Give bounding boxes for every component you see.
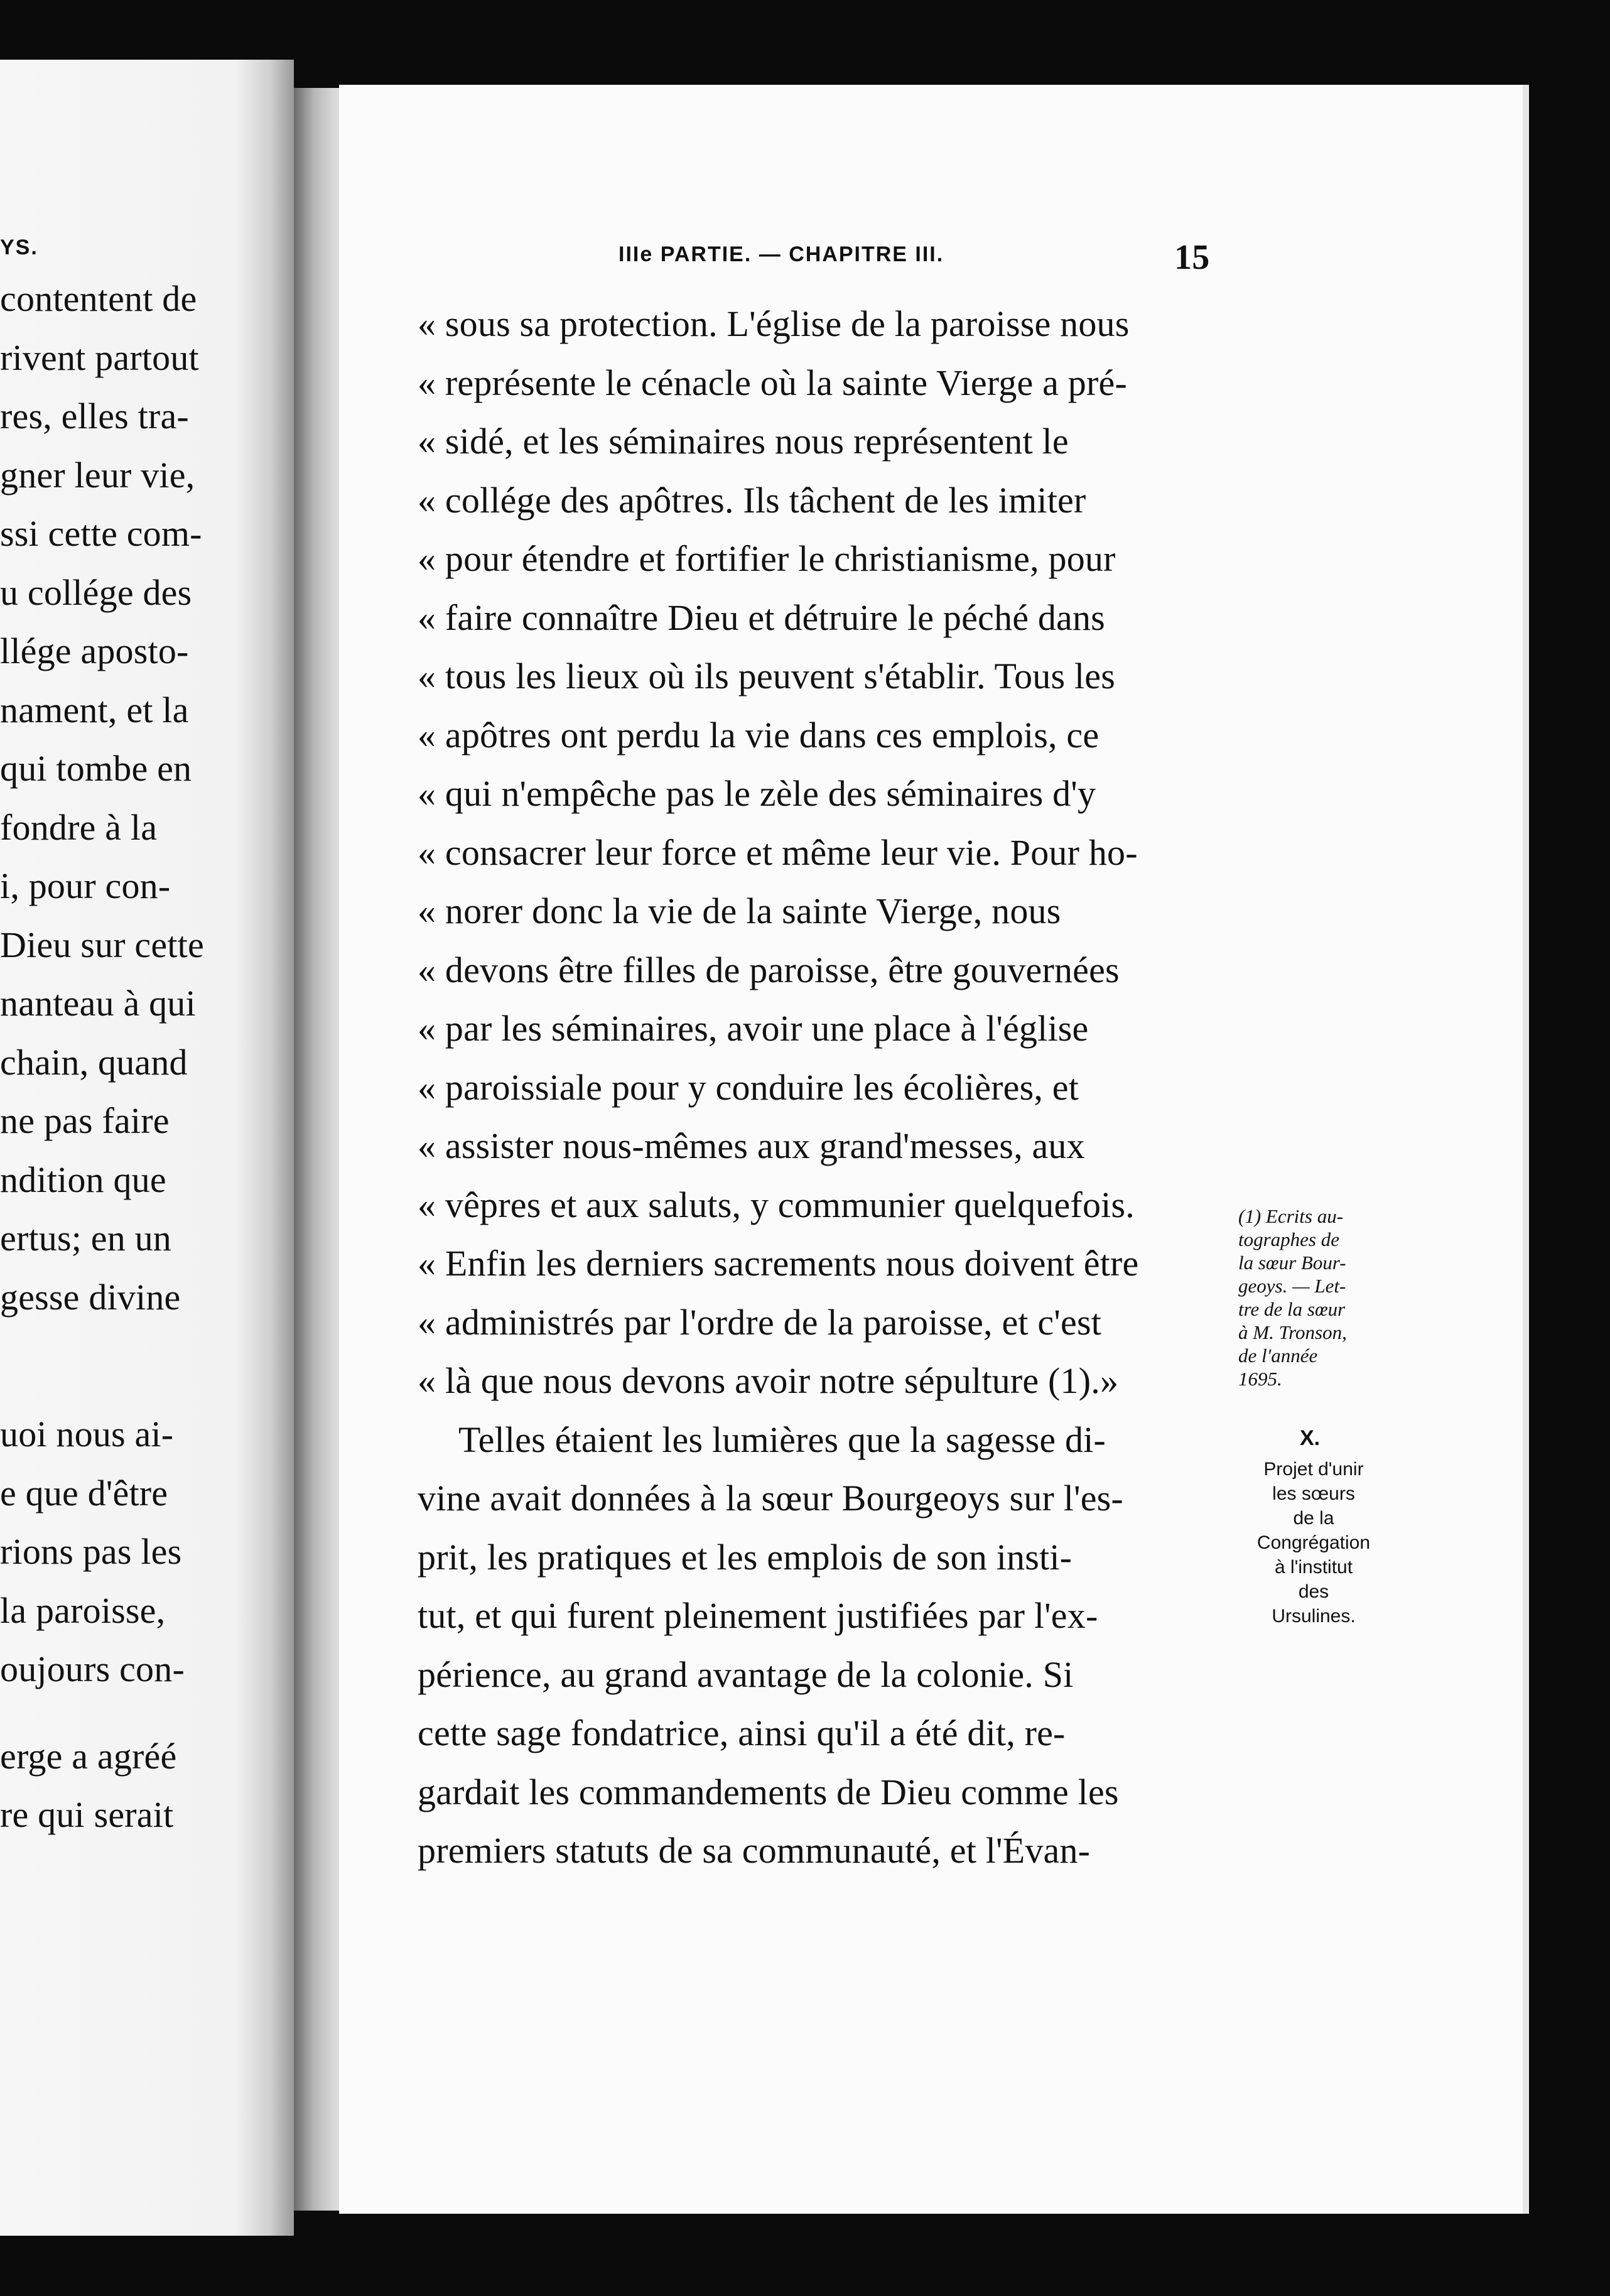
- main-text-line: « administrés par l'ordre de la paroisse, et c'est: [418, 1301, 1102, 1343]
- main-text-line: tut, et qui furent pleinement justifiées par l'ex-: [418, 1595, 1098, 1636]
- left-text-line: Dieu sur cette: [0, 924, 204, 965]
- footnote-line: à M. Tronson,: [1238, 1321, 1347, 1343]
- main-text-line: « paroissiale pour y conduire les écolières, et: [418, 1066, 1079, 1108]
- main-text-line: Telles étaient les lumières que la sagesse di-: [458, 1419, 1106, 1460]
- page-number: 15: [1174, 238, 1210, 277]
- main-text-line: « vêpres et aux saluts, y communier quelquefois.: [418, 1184, 1135, 1225]
- left-text-line: ertus; en un: [0, 1218, 172, 1259]
- main-text-line: cette sage fondatrice, ainsi qu'il a été dit, re-: [418, 1713, 1066, 1753]
- main-text-line: « sidé, et les séminaires nous représentent le: [418, 421, 1069, 462]
- section-number: X.: [1300, 1426, 1321, 1450]
- main-text-line: « apôtres ont perdu la vie dans ces emplois, ce: [418, 714, 1099, 755]
- main-text-line: « par les séminaires, avoir une place à l'église: [418, 1008, 1089, 1049]
- main-text-line: « sous sa protection. L'église de la paroisse nous: [418, 303, 1130, 344]
- footnote-line: tographes de: [1238, 1228, 1340, 1250]
- left-page: [0, 60, 294, 2236]
- left-text-line: gesse divine: [0, 1276, 181, 1318]
- left-text-line: res, elles tra-: [0, 396, 189, 436]
- footnote-line: geoys. — Let-: [1238, 1275, 1346, 1297]
- main-text-line: premiers statuts de sa communauté, et l'Évan-: [418, 1830, 1091, 1871]
- left-text-line: la paroisse,: [0, 1589, 166, 1631]
- right-page: [339, 85, 1529, 2214]
- main-text-line: « là que nous devons avoir notre sépulture (1).»: [418, 1360, 1119, 1401]
- left-text-line: ne pas faire: [0, 1100, 170, 1141]
- main-text-line: « Enfin les derniers sacrements nous doivent être: [418, 1243, 1139, 1284]
- left-text-line: contentent de: [0, 278, 197, 319]
- main-text-line: « devons être filles de paroisse, être gouvernées: [418, 949, 1120, 990]
- left-text-line: i, pour con-: [0, 865, 171, 906]
- left-text-line: fondre à la: [0, 806, 158, 848]
- main-text-line: « faire connaître Dieu et détruire le péché dans: [418, 597, 1105, 638]
- main-text-line: « norer donc la vie de la sainte Vierge, nous: [418, 891, 1061, 931]
- left-text-line: qui tombe en: [0, 748, 192, 789]
- left-text-line: ssi cette com-: [0, 513, 202, 554]
- left-text-line: rions pas les: [0, 1531, 182, 1572]
- left-text-line: chain, quand: [0, 1041, 188, 1083]
- section-summary-line: à l'institut: [1274, 1557, 1353, 1578]
- footnote-line: la sœur Bour-: [1238, 1252, 1346, 1274]
- main-text-line: périence, au grand avantage de la colonie. Si: [418, 1654, 1074, 1695]
- main-text-line: « qui n'empêche pas le zèle des séminaires d'y: [418, 773, 1096, 814]
- main-text-line: « consacrer leur force et même leur vie. Pour ho-: [418, 831, 1138, 873]
- section-summary-line: Projet d'unir: [1263, 1459, 1364, 1480]
- section-summary-line: Ursulines.: [1272, 1606, 1356, 1627]
- left-text-line: rivent partout: [0, 337, 199, 378]
- main-text-line: « tous les lieux où ils peuvent s'établir. Tous les: [418, 656, 1115, 696]
- main-text-line: « représente le cénacle où la sainte Vierge a pré-: [418, 362, 1127, 403]
- main-text-line: « pour étendre et fortifier le christianisme, pour: [418, 538, 1116, 579]
- running-head: IIIe PARTIE. — CHAPITRE III.: [619, 242, 944, 266]
- left-text-line: re qui serait: [0, 1794, 174, 1835]
- section-summary-line: de la: [1293, 1508, 1334, 1529]
- footnote-line: 1695.: [1238, 1368, 1282, 1390]
- section-summary-line: les sœurs: [1272, 1483, 1355, 1504]
- left-text-line: gner leur vie,: [0, 454, 195, 495]
- main-text-line: prit, les pratiques et les emplois de son insti-: [418, 1536, 1072, 1578]
- left-text-line: ndition que: [0, 1159, 166, 1200]
- left-text-line: e que d'être: [0, 1472, 168, 1514]
- section-summary-line: Congrégation: [1256, 1532, 1371, 1553]
- main-text-line: gardait les commandements de Dieu comme les: [418, 1771, 1119, 1812]
- left-running-head: YS.: [0, 236, 38, 259]
- left-text-line: uoi nous ai-: [0, 1414, 174, 1454]
- left-text-line: nament, et la: [0, 689, 189, 730]
- left-text-line: u collége des: [0, 571, 192, 613]
- footnote-line: (1) Ecrits au-: [1238, 1205, 1344, 1227]
- left-text-line: erge a agréé: [0, 1735, 177, 1777]
- footnote-line: tre de la sœur: [1238, 1298, 1346, 1320]
- main-text-line: « collége des apôtres. Ils tâchent de les imiter: [418, 479, 1086, 521]
- main-text-line: vine avait données à la sœur Bourgeoys sur l'es-: [418, 1478, 1123, 1519]
- left-text-line: oujours con-: [0, 1649, 185, 1689]
- left-text-line: llége aposto-: [0, 631, 189, 671]
- main-text-line: « assister nous-mêmes aux grand'messes, aux: [418, 1125, 1085, 1166]
- left-text-line: nanteau à qui: [0, 983, 196, 1024]
- section-summary-line: des: [1298, 1581, 1329, 1602]
- footnote-line: de l'année: [1238, 1345, 1318, 1367]
